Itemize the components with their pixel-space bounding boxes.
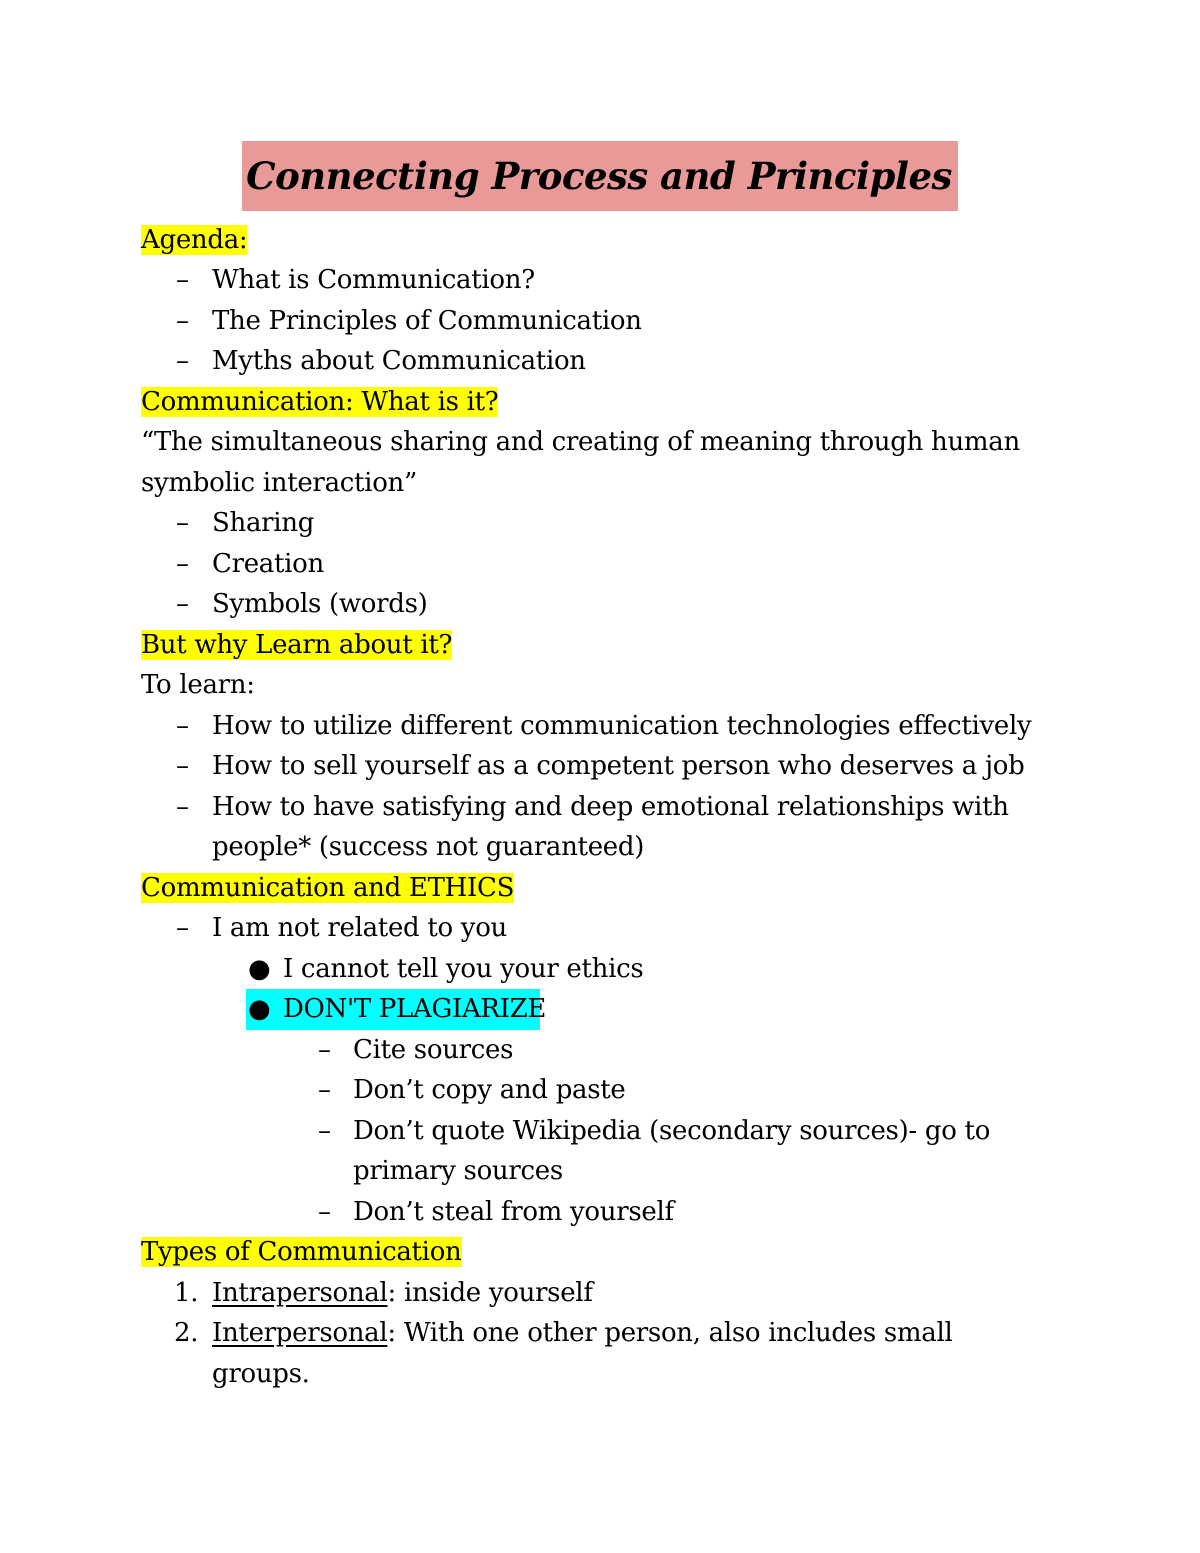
list-dash: – (318, 1197, 331, 1227)
list-dash: – (318, 1116, 331, 1146)
ethics-subitem: Don’t steal from yourself (353, 1197, 674, 1227)
ethics-subitem-continuation: primary sources (353, 1156, 563, 1186)
list-dash: – (318, 1035, 331, 1065)
ethics-heading: Communication and ETHICS (141, 873, 515, 903)
ethics-subitem: Don’t quote Wikipedia (secondary sources)- go to (353, 1116, 991, 1146)
agenda-item: Myths about Communication (212, 346, 586, 376)
bullet-dot: ● (248, 954, 271, 984)
ethics-subitem: Don’t copy and paste (353, 1075, 626, 1105)
definition-item: Creation (212, 549, 324, 579)
ethics-item: I am not related to you (212, 913, 507, 943)
agenda-item: The Principles of Communication (212, 306, 642, 336)
types-item-continuation: groups. (212, 1359, 310, 1389)
list-dash: – (176, 711, 189, 741)
list-dash: – (176, 508, 189, 538)
why-item: How to sell yourself as a competent person who deserves a job (212, 751, 1025, 781)
why-item-continuation: people* (success not guaranteed) (212, 832, 645, 862)
why-heading: But why Learn about it? (141, 630, 453, 660)
types-description: : inside yourself (387, 1278, 593, 1308)
title-container (0, 141, 1200, 211)
definition-quote: “The simultaneous sharing and creating of meaning through human (141, 427, 1020, 457)
why-item: How to utilize different communication technologies effectively (212, 711, 1032, 741)
types-term: Interpersonal (212, 1318, 388, 1348)
agenda-heading: Agenda: (141, 225, 248, 255)
why-item: How to have satisfying and deep emotional relationships with (212, 792, 1009, 822)
why-intro: To learn: (141, 670, 255, 700)
ethics-subitem: Cite sources (353, 1035, 514, 1065)
types-item (212, 1273, 593, 1314)
definition-heading: Communication: What is it? (141, 387, 499, 417)
list-dash: – (176, 306, 189, 336)
bullet-dot: ● (248, 994, 271, 1024)
list-dash: – (318, 1075, 331, 1105)
list-dash: – (176, 346, 189, 376)
definition-quote-continuation: symbolic interaction” (141, 468, 417, 498)
list-dash: – (176, 265, 189, 295)
types-term: Intrapersonal (212, 1278, 388, 1308)
list-dash: – (176, 913, 189, 943)
types-heading: Types of Communication (141, 1237, 462, 1267)
types-description: : With one other person, also includes small (387, 1318, 953, 1348)
types-item (212, 1313, 953, 1354)
list-dash: – (176, 589, 189, 619)
document-title: Connecting Process and Principles (242, 141, 958, 211)
list-dash: – (176, 751, 189, 781)
ethics-bullet: I cannot tell you your ethics (283, 954, 644, 984)
list-number: 1. (174, 1278, 199, 1308)
list-dash: – (176, 792, 189, 822)
list-number: 2. (174, 1318, 199, 1348)
ethics-bullet-emphasis: ● DON'T PLAGIARIZE (246, 989, 540, 1030)
definition-item: Symbols (words) (212, 589, 428, 619)
agenda-item: What is Communication? (212, 265, 535, 295)
list-dash: – (176, 549, 189, 579)
definition-item: Sharing (212, 508, 315, 538)
